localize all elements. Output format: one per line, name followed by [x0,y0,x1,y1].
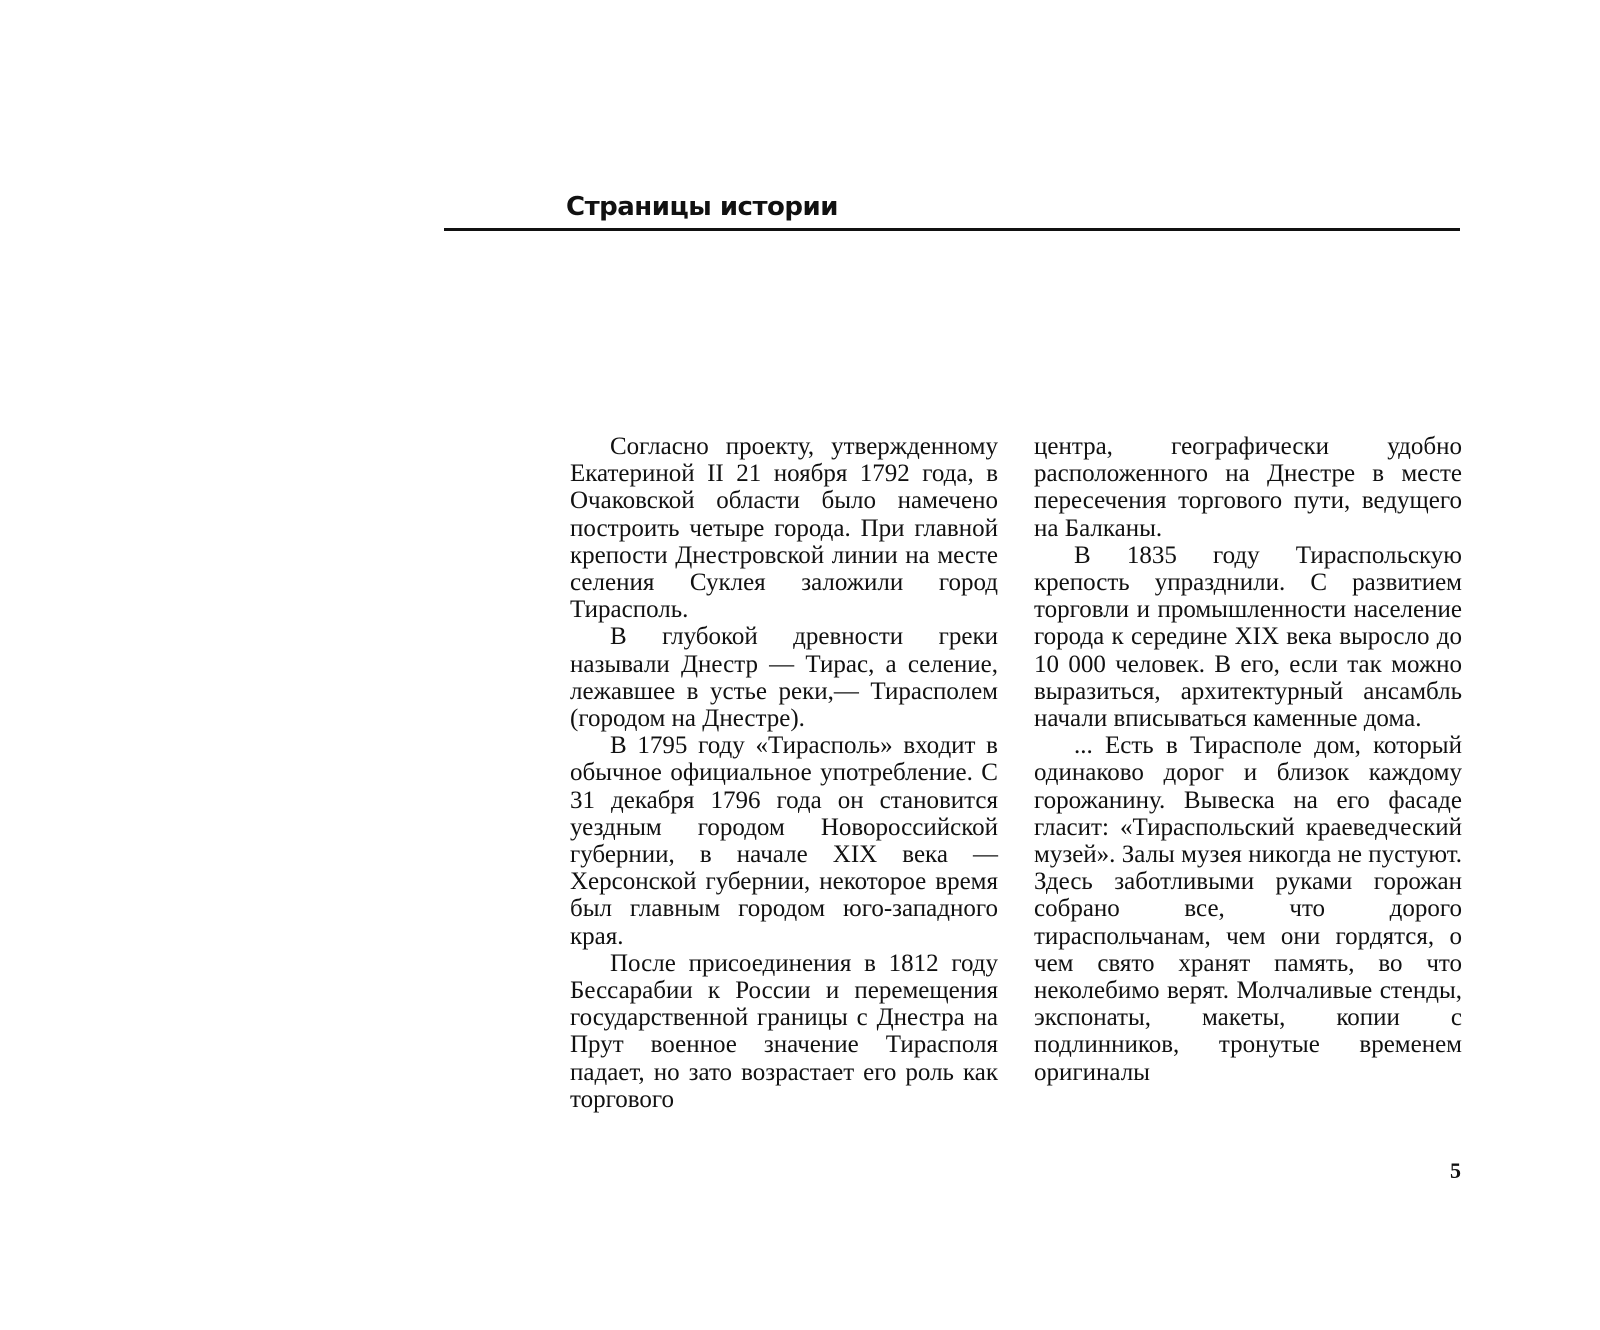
paragraph: В 1835 году Тираспольскую крепость упразднили. С развитием торговли и промышленности население города к середине XIX века выросло до 10 000 человек. В его, если так можно выразиться, архитектурный ансамбль начали вписываться каменные дома. [1034,541,1462,733]
header-rule [444,228,1460,231]
paragraph: В глубокой древности греки называли Днестр — Тирас, а селение, лежавшее в устье реки,— Тирасполем (городом на Днестре). [570,623,998,733]
left-column [570,433,998,1113]
paragraph: После присоединения в 1812 году Бессарабии к России и перемещения государственной границы с Днестра на Прут военное значение Тирасполя падает, но зато возрастает его роль как торгового [570,949,998,1113]
paragraph: Согласно проекту, утвержденному Екатериной II 21 ноября 1792 года, в Очаковской области было намечено построить четыре города. При главной крепости Днестровской линии на месте селения Суклея заложили город Тирасполь. [570,433,998,624]
right-column [1034,433,1462,1086]
paragraph: ... Есть в Тирасполе дом, который одинаково дорог и близок каждому горожанину. Вывеска на его фасаде гласит: «Тираспольский краеведческий музей». Залы музея никогда не пустуют. Здесь заботливыми руками горожан собрано все, что дорого тираспольчанам, чем они гордятся, о чем свято хранят память, во что неколебимо верят. Молчаливые стенды, экспонаты, макеты, копии с подлинников, тронутые временем оригиналы [1034,732,1462,1086]
section-title: Страницы истории [566,192,838,222]
paragraph-continuation: центра, географически удобно расположенного на Днестре в месте пересечения торгового пути, ведущего на Балканы. [1034,433,1462,542]
page-number: 5 [1450,1158,1461,1183]
paragraph: В 1795 году «Тирасполь» входит в обычное официальное употребление. С 31 декабря 1796 года он становится уездным городом Новороссийской губернии, в начале XIX века — Херсонской губернии, некоторое время был главным городом юго-западного края. [570,732,998,950]
